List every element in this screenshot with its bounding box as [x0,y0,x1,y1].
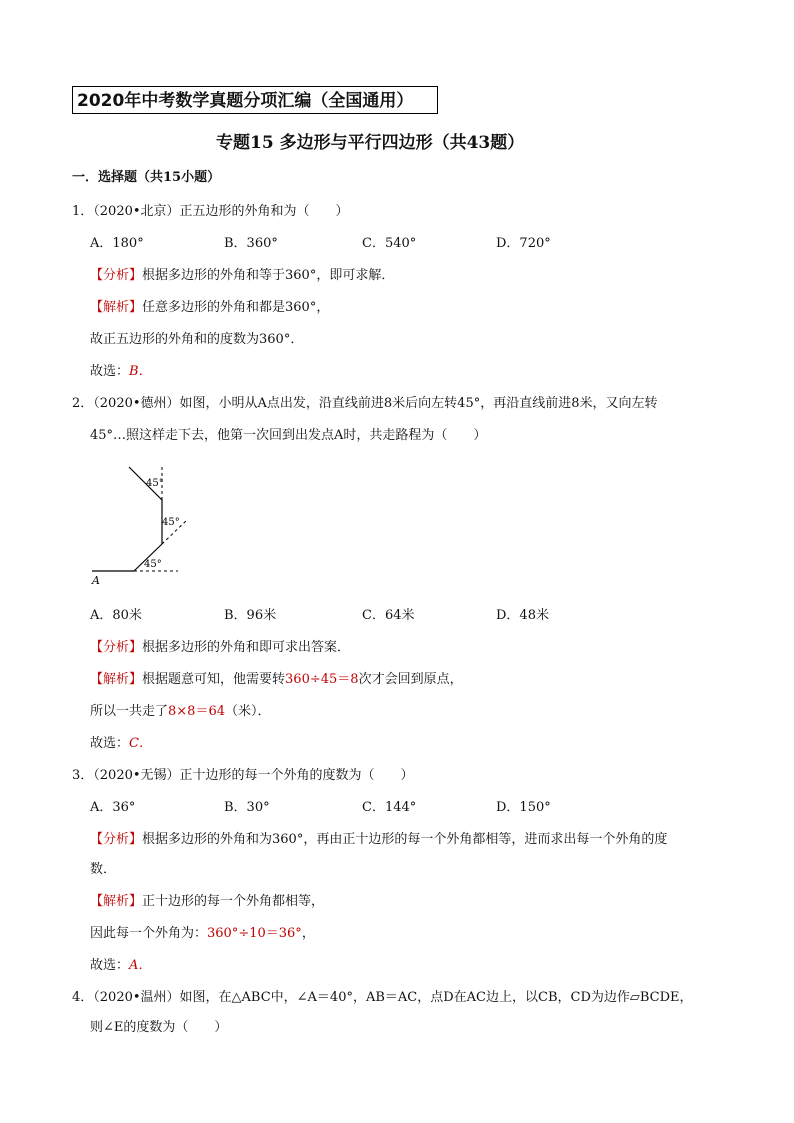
analysis-tag: 【分析】 [90,832,143,847]
solution-text-post: ， [301,926,315,941]
analysis-tag: 【分析】 [90,268,143,283]
question-4-stem-line1: 4．（2020•温州）如图，在△ABC中，∠A＝40°，AB＝AC，点D在AC边上，以CB，CD为边作▱BCDE， [72,990,693,1005]
solution-tag: 【解析】 [90,672,143,687]
section-heading: 一．选择题（共15小题） [72,170,221,185]
solution-text: 任意多边形的外角和都是360°， [142,300,330,315]
q1-option-d: D．720° [496,236,551,251]
q1-solution [90,296,329,315]
q1-option-b: B．360° [224,236,278,251]
q3-analysis [90,828,667,847]
angle-label-bottom: 45° [144,559,162,570]
analysis-text: 根据多边形的外角和即可求出答案． [142,640,351,655]
solution-expression: 360÷45＝8 [285,672,359,687]
angle-label-top: 45° [146,478,164,489]
solution-text-post: 次才会回到原点， [358,672,463,687]
solution-tag: 【解析】 [90,894,143,909]
q2-option-a: A．80米 [90,608,142,623]
walking-path-diagram [88,462,208,587]
question-3-stem: 3．（2020•无锡）正十边形的每一个外角的度数为（ ） [72,768,414,783]
solution-text-post: （米）． [225,704,271,719]
q2-solution [90,668,463,687]
q1-analysis [90,264,394,283]
q2-option-c: C．64米 [362,608,415,623]
q3-answer [90,954,151,973]
answer-choice: A． [129,958,152,973]
q2-analysis [90,636,350,655]
q3-option-d: D．150° [496,800,551,815]
q1-option-c: C．540° [362,236,417,251]
q2-option-d: D．48米 [496,608,549,623]
solution-text-pre: 所以一共走了 [90,704,169,719]
answer-choice: B． [129,364,152,379]
q1-solution-line2: 故正五边形的外角和的度数为360°． [90,332,304,347]
q2-answer [90,732,152,751]
document-title-box: 2020年中考数学真题分项汇编（全国通用） [72,86,438,114]
solution-text: 正十边形的每一个外角都相等， [142,894,325,909]
answer-label: 故选： [90,736,130,751]
angle-label-middle: 45° [162,517,180,528]
q3-analysis-line2: 数． [90,862,117,877]
q2-option-b: B．96米 [224,608,277,623]
solution-expression: 360°÷10＝36° [207,926,302,941]
question-2-stem-line2: 45°…照这样走下去，他第一次回到出发点A时，共走路程为（ ） [90,428,487,443]
solution-tag: 【解析】 [90,300,143,315]
q3-option-a: A．36° [90,800,136,815]
q1-answer [90,360,152,379]
q3-option-c: C．144° [362,800,417,815]
question-1-stem: 1．（2020•北京）正五边形的外角和为（ ） [72,204,349,219]
analysis-text: 根据多边形的外角和为360°，再由正十边形的每一个外角都相等，进而求出每一个外角的度 [142,832,668,847]
topic-subtitle: 专题15 多边形与平行四边形（共43题） [216,133,525,153]
solution-expression: 8×8＝64 [168,704,225,719]
solution-text-pre: 因此每一个外角为： [90,926,208,941]
question-2-stem-line1: 2．（2020•德州）如图，小明从A点出发，沿直线前进8米后向左转45°，再沿直线前进8米，又向左转 [72,396,658,411]
q3-solution-line2 [90,922,315,941]
q1-option-a: A．180° [90,236,144,251]
q3-solution [90,890,324,909]
analysis-tag: 【分析】 [90,640,143,655]
point-a-label: A [92,574,100,587]
analysis-text: 根据多边形的外角和等于360°，即可求解． [142,268,395,283]
solution-text-pre: 根据题意可知，他需要转 [142,672,286,687]
answer-choice: C． [129,736,152,751]
question-4-stem-line2: 则∠E的度数为（ ） [90,1020,228,1035]
answer-label: 故选： [90,364,130,379]
q3-option-b: B．30° [224,800,270,815]
q2-solution-line2 [90,700,271,719]
answer-label: 故选： [90,958,130,973]
